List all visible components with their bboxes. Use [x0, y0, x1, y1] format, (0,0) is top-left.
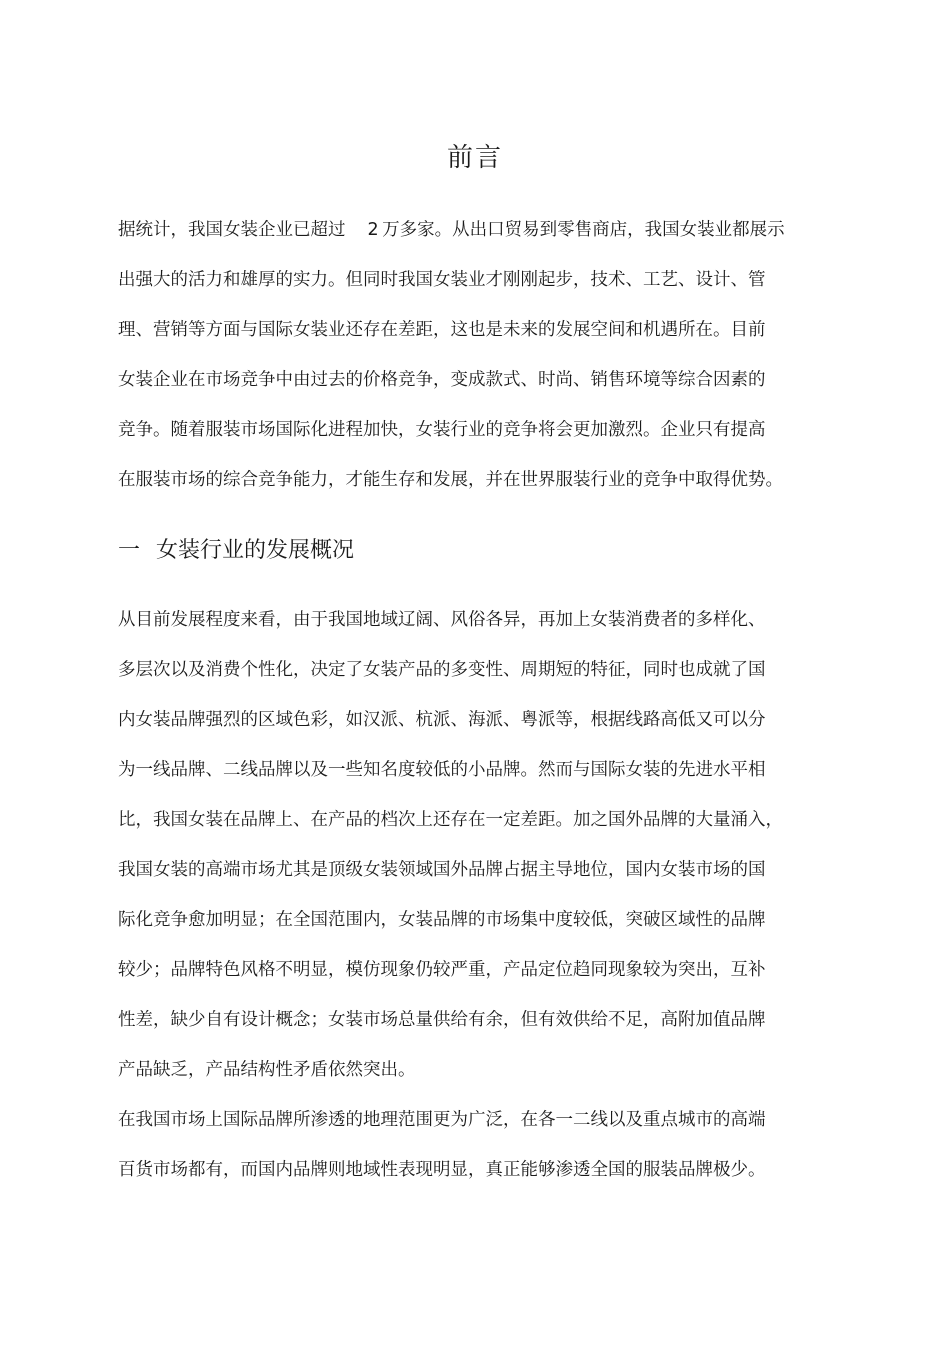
section-line-11: 在我国市场上国际品牌所渗透的地理范围更为广泛，在各一二线以及重点城市的高端	[118, 1110, 766, 1130]
section-heading	[118, 536, 354, 566]
section-line-6: 我国女装的高端市场尤其是顶级女装领域国外品牌占据主导地位，国内女装市场的国	[118, 860, 766, 880]
section-line-8: 较少；品牌特色风格不明显，模仿现象仍较严重，产品定位趋同现象较为突出，互补	[118, 960, 766, 980]
section-line-4: 为一线品牌、二线品牌以及一些知名度较低的小品牌。然而与国际女装的先进水平相	[118, 760, 766, 780]
section-line-12: 百货市场都有，而国内品牌则地域性表现明显，真正能够渗透全国的服装品牌极少。	[118, 1160, 766, 1180]
section-title: 女装行业的发展概况	[156, 538, 355, 563]
preface-line-1	[118, 218, 785, 242]
preface-line-1-end: 万多家。从出口贸易到零售商店，我国女装业都展示	[382, 220, 785, 240]
page-title: 前言	[446, 143, 503, 173]
section-line-2: 多层次以及消费个性化，决定了女装产品的多变性、周期短的特征，同时也成就了国	[118, 660, 766, 680]
section-line-3: 内女装品牌强烈的区域色彩，如汉派、杭派、海派、粤派等，根据线路高低又可以分	[118, 710, 766, 730]
preface-line-4: 女装企业在市场竞争中由过去的价格竞争，变成款式、时尚、销售环境等综合因素的	[118, 370, 766, 390]
section-line-7: 际化竞争愈加明显；在全国范围内，女装品牌的市场集中度较低，突破区域性的品牌	[118, 910, 766, 930]
section-line-10: 产品缺乏，产品结构性矛盾依然突出。	[118, 1060, 416, 1080]
section-line-9: 性差，缺少自有设计概念；女装市场总量供给有余，但有效供给不足，高附加值品牌	[118, 1010, 766, 1030]
preface-number: 2	[367, 220, 379, 240]
preface-line-2: 出强大的活力和雄厚的实力。但同时我国女装业才刚刚起步，技术、工艺、设计、管	[118, 270, 766, 290]
preface-line-3: 理、营销等方面与国际女装业还存在差距，这也是未来的发展空间和机遇所在。目前	[118, 320, 766, 340]
section-line-5: 比，我国女装在品牌上、在产品的档次上还存在一定差距。加之国外品牌的大量涌入，	[118, 810, 783, 830]
preface-line-5: 竞争。随着服装市场国际化进程加快，女装行业的竞争将会更加激烈。企业只有提高	[118, 420, 766, 440]
section-line-1: 从目前发展程度来看，由于我国地域辽阔、风俗各异，再加上女装消费者的多样化、	[118, 610, 766, 630]
section-number: 一	[118, 538, 141, 563]
preface-line-1-start: 据统计，我国女装企业已超过	[118, 220, 346, 240]
preface-line-6: 在服装市场的综合竞争能力，才能生存和发展，并在世界服装行业的竞争中取得优势。	[118, 470, 783, 490]
